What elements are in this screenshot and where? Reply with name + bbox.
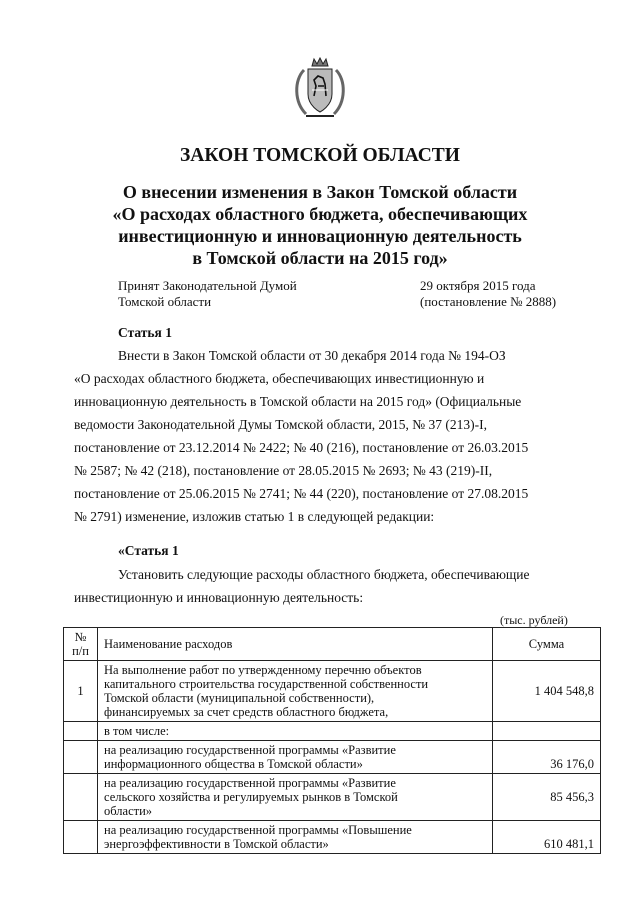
text-line: Внести в Закон Томской области от 30 декабря 2014 года № 194-ОЗ — [118, 348, 506, 363]
subtitle-line: «О расходах областного бюджета, обеспечивающих — [112, 204, 528, 224]
resolution-number: (постановление № 2888) — [420, 294, 557, 309]
subtitle-line: инвестиционную и инновационную деятельность — [118, 226, 522, 246]
table-row — [64, 661, 601, 722]
expense-sum: 85 456,3 — [493, 774, 601, 821]
expense-name: На выполнение работ по утвержденному перечню объектов капитального строительства государственной собственности Томской области (муниципальной собственности), финансируемых за счет средств областного бюджета, — [98, 661, 493, 722]
law-subtitle — [0, 181, 640, 269]
text-line: постановление от 25.06.2015 № 2741; № 44 (220), постановление от 27.08.2015 — [74, 486, 529, 501]
table-row — [64, 821, 601, 854]
article-body — [74, 344, 582, 528]
adoption-date-line: 29 октября 2015 года — [420, 278, 536, 293]
expense-sum: 36 176,0 — [493, 741, 601, 774]
adopted-by-line: Томской области — [118, 294, 212, 309]
table-row — [64, 774, 601, 821]
text-line: ведомости Законодательной Думы Томской области, 2015, № 37 (213)-I, — [74, 417, 488, 432]
table-header-row — [64, 628, 601, 661]
article-heading: Статья 1 — [118, 325, 172, 340]
column-header-name: Наименование расходов — [98, 628, 493, 661]
adopted-by — [118, 278, 297, 310]
column-header-number: № п/п — [64, 628, 98, 661]
expense-sum: 610 481,1 — [493, 821, 601, 854]
units-label: (тыс. рублей) — [500, 613, 568, 627]
adopted-by-line: Принят Законодательной Думой — [118, 278, 297, 293]
column-header-sum: Сумма — [493, 628, 601, 661]
text-line: Установить следующие расходы областного бюджета, обеспечивающие — [118, 567, 530, 582]
quoted-article-heading: «Статья 1 — [118, 543, 179, 558]
expense-name: на реализацию государственной программы «Развитие сельского хозяйства и регулируемых рынков в Томской области» — [98, 774, 493, 821]
text-line: № 2791) изменение, изложив статью 1 в следующей редакции: — [74, 509, 435, 524]
expenses-table — [63, 627, 601, 854]
row-number — [64, 774, 98, 821]
expense-sum: 1 404 548,8 — [493, 661, 601, 722]
row-number: 1 — [64, 661, 98, 722]
expense-name: на реализацию государственной программы «Повышение энергоэффективности в Томской области» — [98, 821, 493, 854]
subtitle-line: в Томской области на 2015 год» — [192, 248, 448, 268]
expense-name: на реализацию государственной программы «Развитие информационного общества в Томской области» — [98, 741, 493, 774]
table-row — [64, 741, 601, 774]
text-line: постановление от 23.12.2014 № 2422; № 40 (216), постановление от 26.03.2015 — [74, 440, 529, 455]
expense-sum — [493, 722, 601, 741]
expense-name: в том числе: — [98, 722, 493, 741]
text-line: № 2587; № 42 (218), постановление от 28.05.2015 № 2693; № 43 (219)-II, — [74, 463, 493, 478]
text-line: «О расходах областного бюджета, обеспечивающих инвестиционную и — [74, 371, 485, 386]
text-line: инвестиционную и инновационную деятельность: — [74, 590, 364, 605]
row-number — [64, 722, 98, 741]
row-number — [64, 741, 98, 774]
quoted-article-body — [74, 563, 582, 609]
adoption-date — [420, 278, 556, 310]
law-title: ЗАКОН ТОМСКОЙ ОБЛАСТИ — [180, 145, 460, 166]
coat-of-arms-icon — [290, 56, 350, 122]
subtitle-line: О внесении изменения в Закон Томской области — [122, 182, 518, 202]
row-number — [64, 821, 98, 854]
table-row — [64, 722, 601, 741]
text-line: инновационную деятельность в Томской области на 2015 год» (Официальные — [74, 394, 522, 409]
